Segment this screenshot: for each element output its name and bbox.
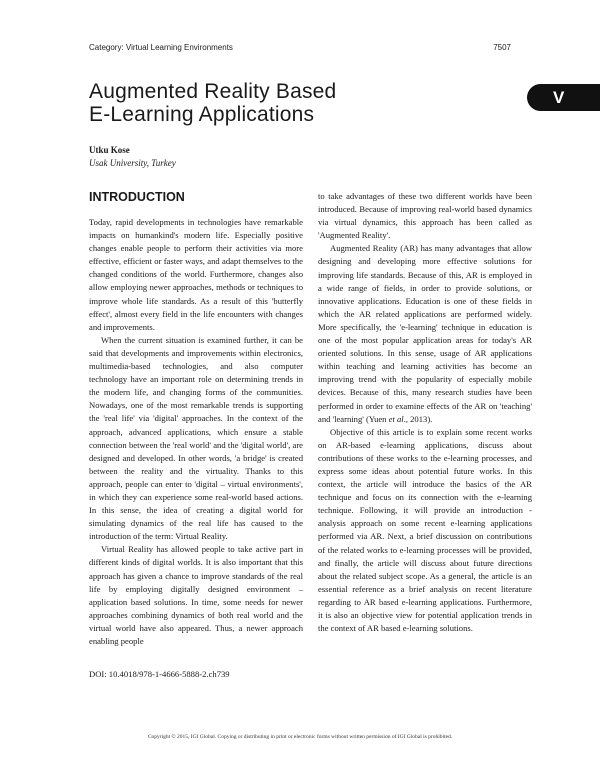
- author-name: Utku Kose: [89, 145, 130, 155]
- right-column: [318, 190, 532, 635]
- section-letter-tab: V: [527, 84, 600, 111]
- copyright-notice: Copyright © 2015, IGI Global. Copying or distributing in print or electronic forms without written permission of IGI Global is prohibited.: [147, 734, 453, 740]
- paragraph: When the current situation is examined further, it can be said that developments and improvements within electronics, multimedia-based technologies, and also computer technology have an important role on determining trends in the modern life, and changing forms of the communities. Nowadays, one of the most remarkable trends is supporting the 'real life' via 'digital' approaches. In the context of the approach, advanced applications, which ensure a stable connection between the 'real world' and the 'digital world', are designed and developed. In other words, 'a bridge' is created between the reality and the virtuality. Thanks to this approach, people can enter to 'digital – virtual environments', in which they can experience some real-world based actions. In this sense, the idea of creating a digital world for simulating dynamics of the real life has caused to the introduction of the term: Virtual Reality.: [89, 334, 303, 542]
- paragraph: Objective of this article is to explain some recent works on AR-based e-learning applications, discuss about contributions of these works to the e-learning processes, and express some ideas about potential future works. In this context, the article will introduce the basics of the AR technique and focus on its connection with the e-learning technique. Following, it will provide an introduction - analysis approach on some recent e-learning applications performed via AR. Next, a brief discussion on contributions of the related works to e-learning processes will be provided, and finally, the article will discuss about future directions about the related subject scope. As a general, the article is an essential reference as a brief analysis on recent literature regarding to AR based e-learning applications. Furthermore, it is also an objective view for potential application trends in the context of AR based e-learning solutions.: [318, 426, 532, 634]
- left-column: [89, 216, 303, 648]
- section-heading: INTRODUCTION: [89, 190, 185, 204]
- paragraph-text: Augmented Reality (AR) has many advantages that allow designing and developing more effective solutions for improving life standards. Because of this, AR is employed in a wide range of fields, in order to provide solutions, or innovative applications. Education is one of these fields in which the AR related applications are performed widely. More specifically, the 'e-learning' technique in education is one of the most popular application areas for today's AR oriented solutions. In this sense, usage of AR applications within teaching and learning activities has become an improving trend with the popularity of especially mobile devices. Because of this, many research studies have been performed in order to examine effects of the AR on 'teaching' and 'learning' (Yuen: [318, 243, 532, 424]
- author-affiliation: Usak University, Turkey: [89, 158, 176, 168]
- page-number: 7507: [493, 43, 511, 52]
- citation-etal: et al: [388, 413, 404, 424]
- title-line-2: E-Learning Applications: [89, 103, 315, 126]
- paragraph-text: ., 2013).: [403, 413, 433, 424]
- category-label: Category: Virtual Learning Environments: [89, 43, 233, 52]
- paragraph: to take advantages of these two different worlds have been introduced. Because of improving real-world based dynamics via virtual dynamics, this approach has been called as 'Augmented Reality'.: [318, 191, 532, 241]
- paragraph: [318, 242, 532, 425]
- paragraph: Virtual Reality has allowed people to take active part in different kinds of digital worlds. It is also important that this approach has given a chance to improve standards of the real life by employing digitally designed environment – application based solutions. In time, some needs for newer approaches combining dynamics of both real world and the virtual world have also appeared. Thus, a newer approach enabling people: [89, 544, 303, 646]
- doi-text: DOI: 10.4018/978-1-4666-5888-2.ch739: [89, 669, 230, 679]
- paragraph: Today, rapid developments in technologies have remarkable impacts on humankind's modern life. Especially positive changes enable people to perform their activities via more effective, efficient or faster ways, and adapt themselves to the changed conditions of the world. Furthermore, changes also allow employing newer approaches, methods or techniques to improve whole life standards. As a result of this 'butterfly effect', almost every field in the life encounters with changes and improvements.: [89, 217, 303, 332]
- article-title: [89, 80, 336, 126]
- title-line-1: Augmented Reality Based: [89, 80, 337, 103]
